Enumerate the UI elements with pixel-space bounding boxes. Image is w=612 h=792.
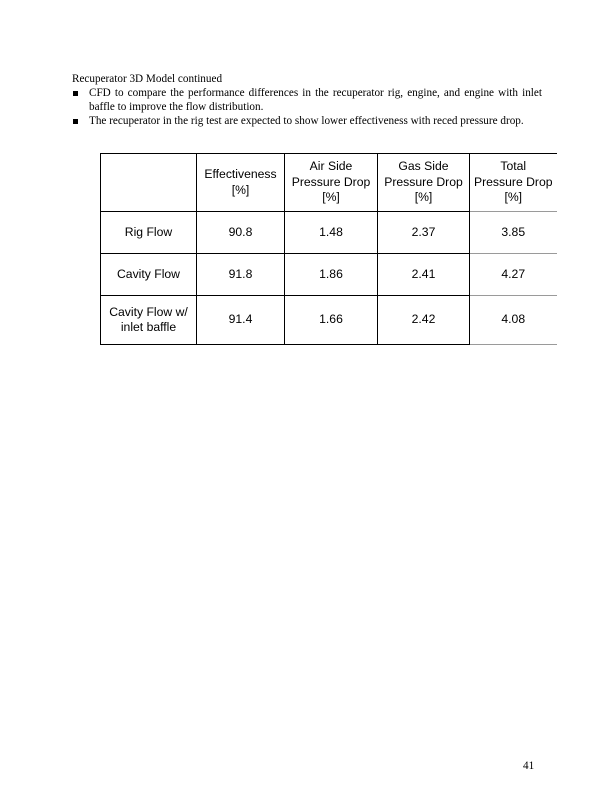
table-row [101,296,557,345]
air-side-cell: 1.66 [285,296,378,345]
air-side-cell: 1.48 [285,212,378,254]
total-cell: 4.27 [470,254,557,296]
gas-side-cell: 2.41 [378,254,470,296]
total-cell: 4.08 [470,296,557,345]
header-cell-air-side: Air Side Pressure Drop [%] [285,154,378,212]
header-cell-effectiveness: Effectiveness [%] [197,154,285,212]
gas-side-cell: 2.37 [378,212,470,254]
bullet-text: The recuperator in the rig test are expected to show lower effectiveness with reced pressure drop. [89,115,524,127]
total-cell: 3.85 [470,212,557,254]
header-cell-empty [101,154,197,212]
page-number: 41 [523,760,535,772]
table-header-row [101,154,557,212]
square-bullet-icon [73,119,78,124]
row-label: Cavity Flow [101,254,197,296]
header-cell-total: Total Pressure Drop [%] [470,154,557,212]
bullet-item [72,87,542,114]
header-cell-gas-side: Gas Side Pressure Drop [%] [378,154,470,212]
bullet-item [72,115,542,129]
table-row [101,212,557,254]
section-heading: Recuperator 3D Model continued [72,73,223,85]
bullet-list [72,87,542,130]
table-row [101,254,557,296]
row-label: Rig Flow [101,212,197,254]
effectiveness-cell: 90.8 [197,212,285,254]
gas-side-cell: 2.42 [378,296,470,345]
performance-table [100,153,557,345]
effectiveness-cell: 91.4 [197,296,285,345]
bullet-text: CFD to compare the performance differences in the recuperator rig, engine, and engine with inlet baffle to improve the flow distribution. [89,87,542,113]
effectiveness-cell: 91.8 [197,254,285,296]
air-side-cell: 1.86 [285,254,378,296]
square-bullet-icon [73,91,78,96]
row-label: Cavity Flow w/ inlet baffle [101,296,197,345]
